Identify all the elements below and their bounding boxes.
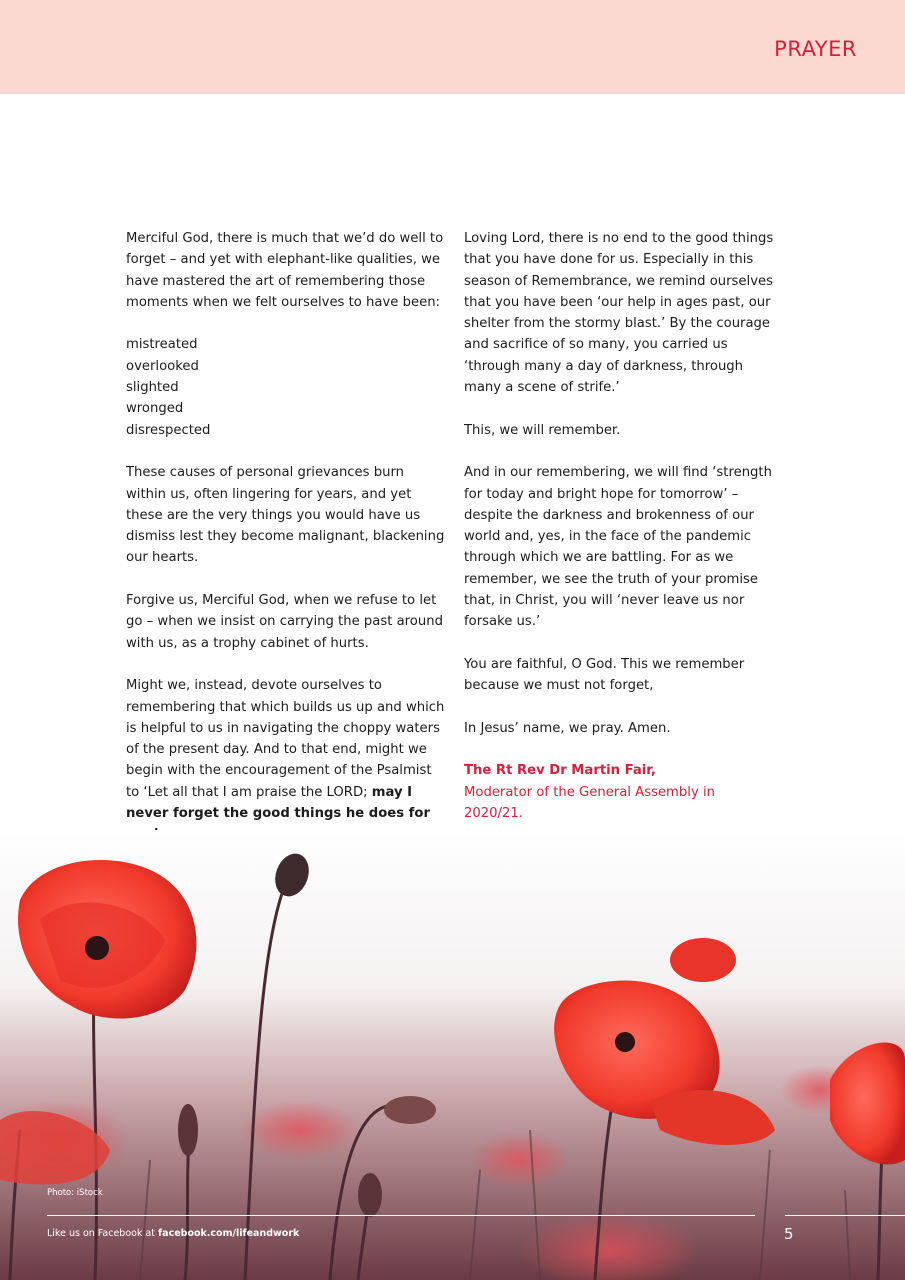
left-column (126, 228, 448, 867)
facebook-note (47, 1228, 299, 1239)
left-paragraph-4 (126, 675, 448, 845)
signature-role: Moderator of the General Assembly in 2020/21. (464, 784, 715, 822)
facebook-prefix: Like us on Facebook at (47, 1228, 159, 1239)
left-paragraph-3: Forgive us, Merciful God, when we refuse to let go – when we insist on carrying the past around with us, as a trophy cabinet of hurts. (126, 593, 443, 651)
facebook-link[interactable]: facebook.com/lifeandwork (158, 1228, 300, 1239)
photo-credit: Photo: iStock (47, 1188, 103, 1198)
section-label: PRAYER (774, 37, 857, 61)
list-item: slighted (126, 380, 179, 396)
right-paragraph-4: You are faithful, O God. This we remember because we must not forget, (464, 656, 745, 694)
signature-name: The Rt Rev Dr Martin Fair, (464, 763, 656, 779)
right-paragraph-3: And in our remembering, we will find ‘strength for today and bright hope for tomorrow’ – despite the darkness and brokenness of our world and, yes, in the face of the pandemic through which we are battling. For as we remember, we see the truth of your promise that, in Christ, you will ‘never leave us nor forsake us.’ (464, 465, 772, 630)
left-paragraph-1: Merciful God, there is much that we’d do well to forget – and yet with elephant-like qualities, we have mastered the art of remembering those moments when we felt ourselves to have been: (126, 231, 444, 310)
list-item: disrespected (126, 422, 211, 438)
header-band (0, 0, 905, 94)
poppy-field-photo (0, 830, 905, 1280)
psalm-intro: Might we, instead, devote ourselves to remembering that which builds us up and which is helpful to us in navigating the choppy waters of the present day. And to that end, might we begin with the encouragement of the Psalmist to ‘Let all that I am praise the LORD; (126, 678, 445, 800)
left-paragraph-2: These causes of personal grievances burn within us, often lingering for years, and yet these are the very things you would have us dismiss lest they become malignant, blackening our hearts. (126, 465, 445, 566)
list-item: mistreated (126, 337, 198, 353)
list-item: overlooked (126, 358, 199, 374)
page-number: 5 (784, 1225, 794, 1243)
psalm-quote: may I never forget the good things he does for (126, 784, 430, 822)
list-item: wronged (126, 401, 184, 417)
grievance-list (126, 334, 448, 440)
right-paragraph-5: In Jesus’ name, we pray. Amen. (464, 720, 671, 736)
right-column (464, 228, 776, 824)
footer-divider (47, 1215, 755, 1216)
signature (464, 760, 776, 824)
footer-divider-right (785, 1215, 905, 1216)
right-paragraph-2: This, we will remember. (464, 422, 621, 438)
right-paragraph-1: Loving Lord, there is no end to the good things that you have done for us. Especially in this season of Remembrance, we remind ourselves that you have been ‘our help in ages past, our shelter from the stormy blast.’ By the courage and sacrifice of so many, you carried us ‘through many a day of darkness, through many a scene of strife.’ (464, 231, 774, 396)
